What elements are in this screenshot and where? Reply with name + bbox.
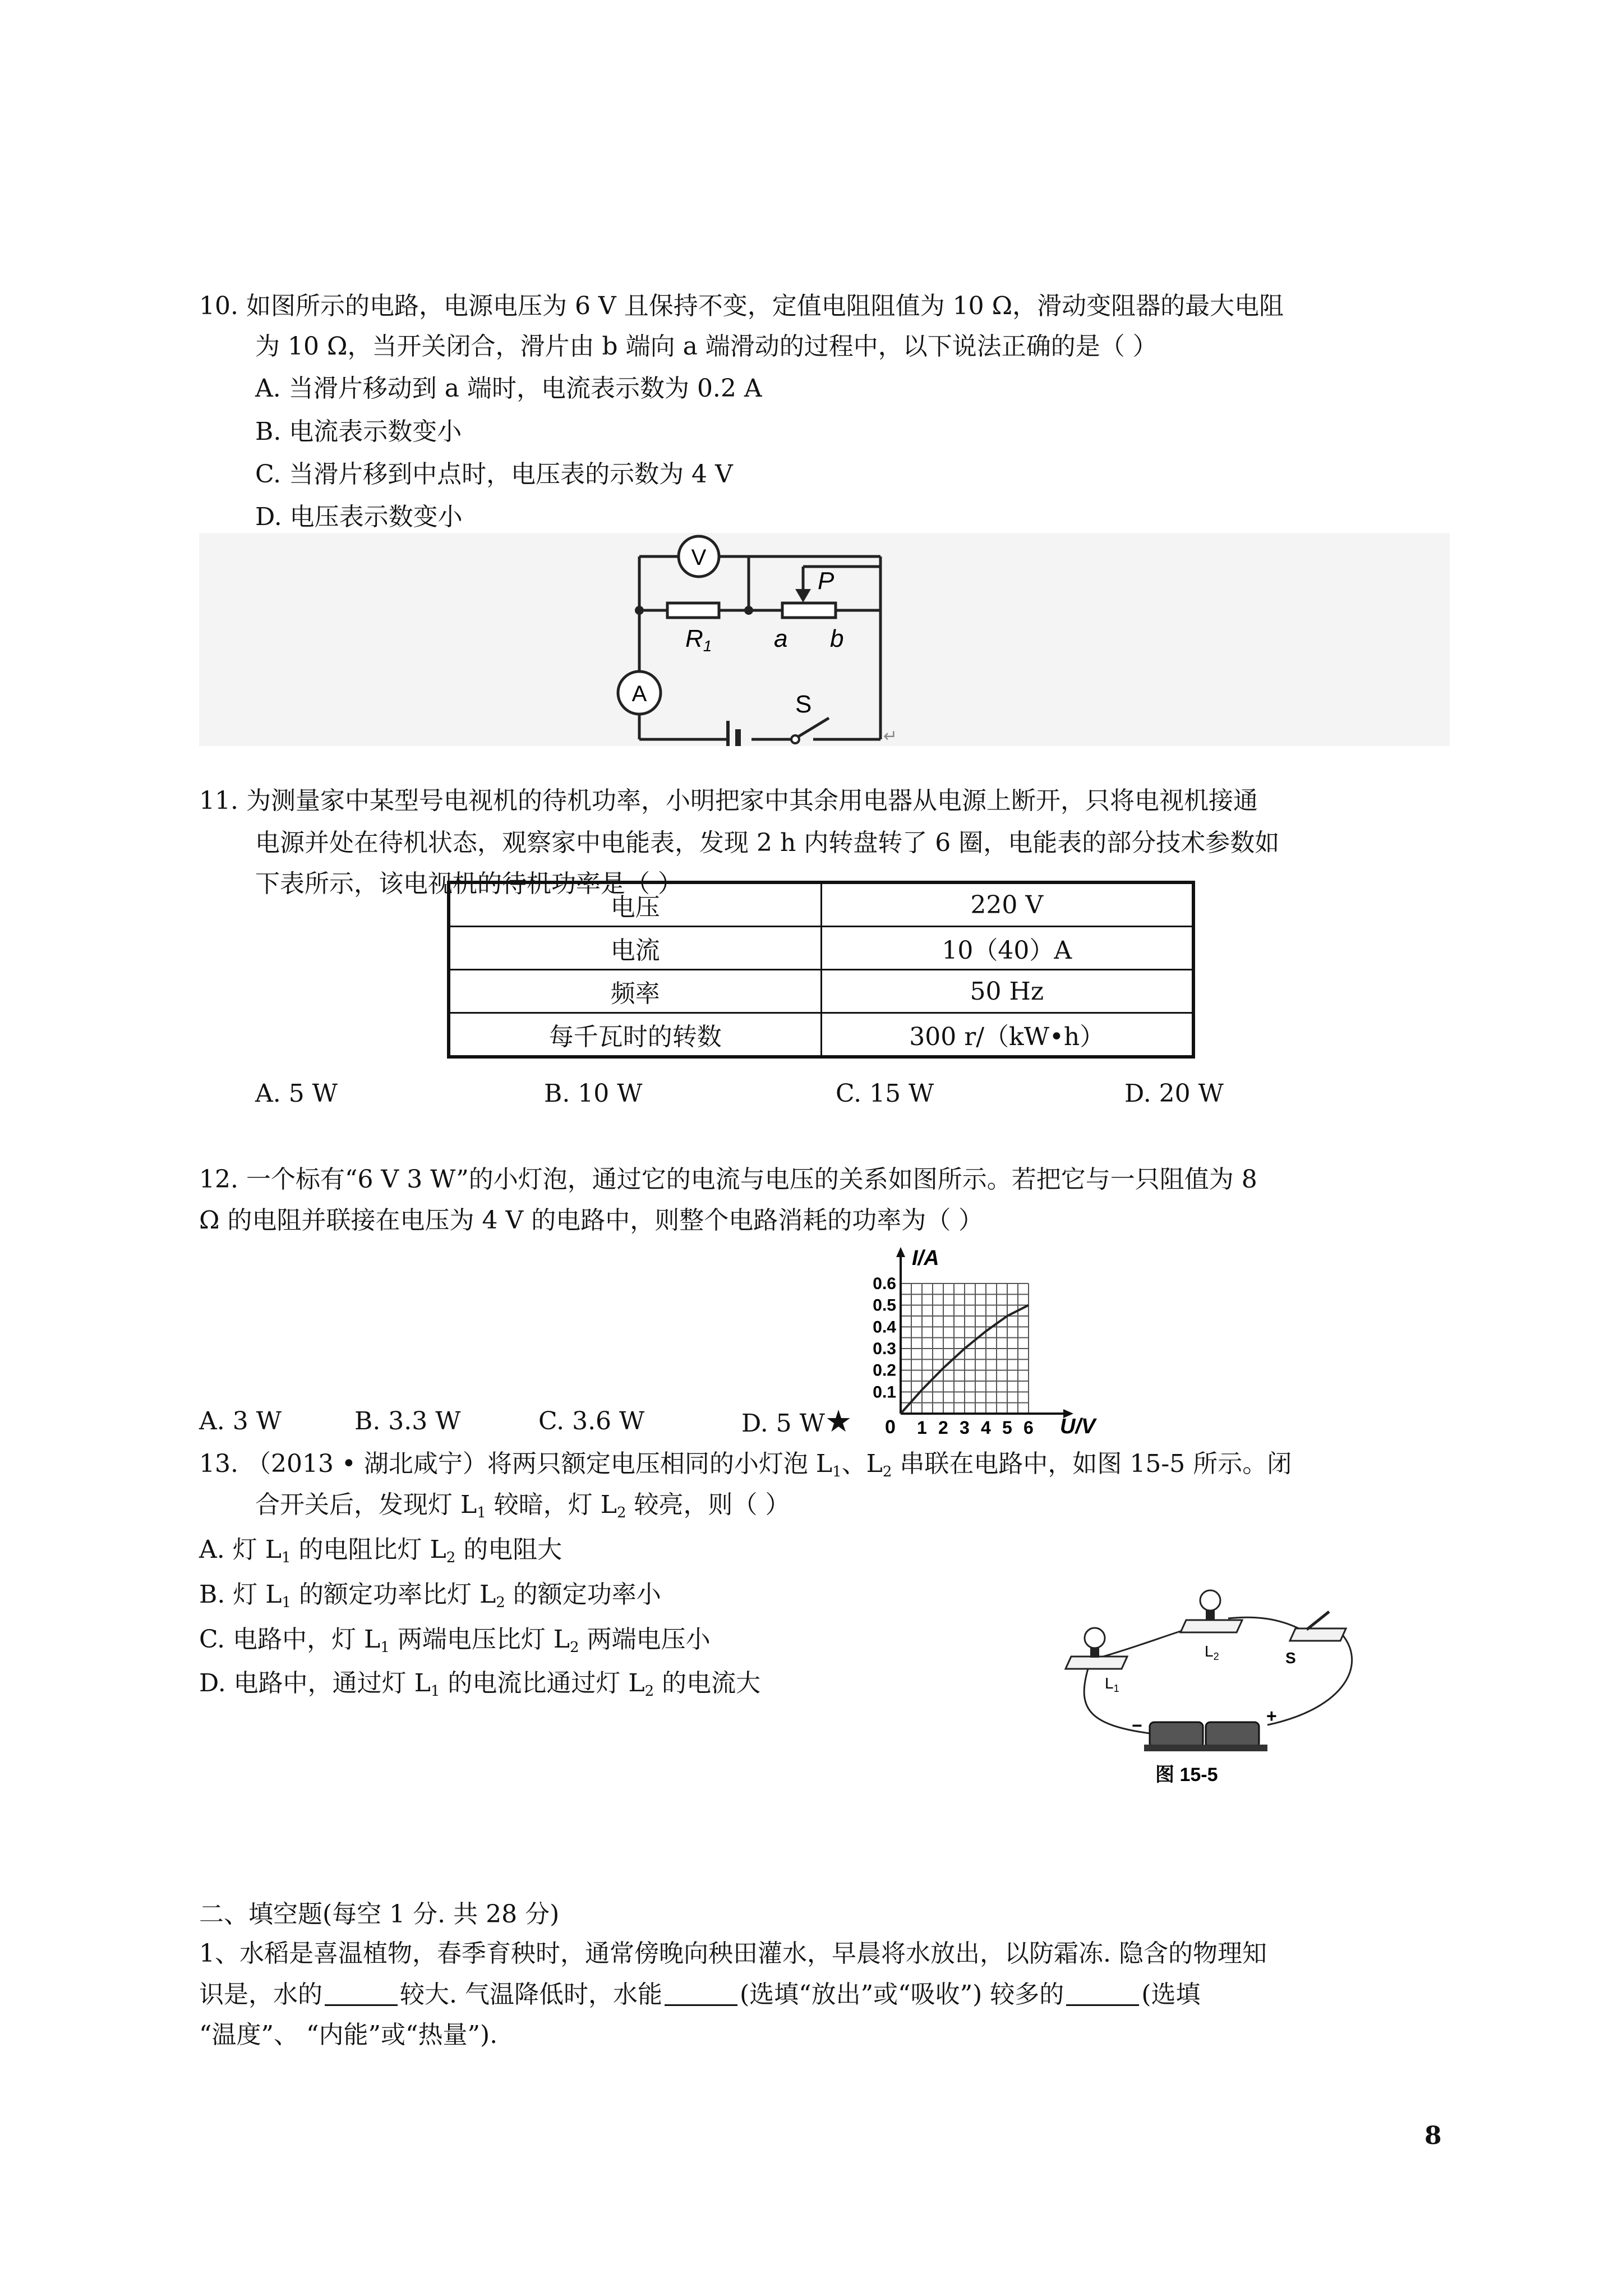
q12-option-b: B. 3.3 W: [354, 1407, 461, 1435]
y-axis-arrow: [896, 1247, 905, 1257]
meter-parameter-table: [447, 881, 1195, 1059]
answer-blank-2[interactable]: [665, 1982, 737, 2006]
q12-option-a: A. 3 W: [199, 1407, 282, 1435]
q11-option-c: C. 15 W: [836, 1079, 934, 1108]
svg-text:↵: ↵: [883, 727, 898, 746]
x-tick-label: 4: [981, 1418, 991, 1438]
resistor-r1-label: R1: [685, 625, 712, 655]
table-cell-label: 每千瓦时的转数: [449, 1013, 821, 1057]
q13-circuit-figure: [1054, 1585, 1368, 1787]
switch-board: [1290, 1628, 1346, 1641]
q11-option-a: A. 5 W: [255, 1079, 338, 1108]
terminal-a-label: a: [774, 625, 788, 652]
q11-option-b: B. 10 W: [544, 1079, 643, 1108]
origin-label: 0: [885, 1416, 896, 1438]
q11-stem-line3: 下表所示，该电视机的待机功率是（ ）: [255, 869, 683, 898]
q10-option-a: A. 当滑片移动到 a 端时，电流表示数为 0.2 A: [255, 374, 762, 403]
q12-iv-chart: [858, 1243, 1105, 1442]
q13-option-b: B. 灯 $L_1$ 的额定功率比灯 $L_2$ 的额定功率小: [199, 1580, 661, 1611]
table-cell-label: 电流: [449, 927, 821, 970]
x-tick-label: 5: [1002, 1418, 1012, 1438]
figure-caption: 图 15-5: [1155, 1764, 1218, 1786]
y-tick-label: 0.2: [873, 1361, 896, 1380]
battery-holder: [1144, 1745, 1267, 1751]
lamp-l1-label: $L_1$: [1105, 1674, 1119, 1694]
battery-plus-label: +: [1266, 1706, 1277, 1726]
q11-stem-line1: 11. 为测量家中某型号电视机的待机功率，小明把家中其余用电器从电源上断开，只将电视机接通: [199, 786, 1258, 815]
q11-stem-line2: 电源并处在待机状态，观察家中电能表，发现 2 h 内转盘转了 6 圈，电能表的部分技术参数如: [255, 829, 1280, 857]
y-tick-label: 0.6: [873, 1274, 896, 1293]
wire-switch-battery: [1267, 1632, 1352, 1725]
q10-option-b: B. 电流表示数变小: [255, 417, 462, 446]
battery-minus-label: −: [1132, 1715, 1142, 1736]
terminal-b-label: b: [830, 625, 844, 652]
q12-option-d: [741, 1406, 852, 1439]
x-axis-label: U/V: [1060, 1415, 1096, 1438]
x-tick-label: 1: [917, 1418, 927, 1438]
lamp-l1-board: [1066, 1657, 1127, 1669]
answer-blank-1[interactable]: [325, 1982, 398, 2006]
lamp-l2-label: $L_2$: [1205, 1642, 1219, 1662]
x-tick-label: 2: [938, 1418, 948, 1438]
switch-label: S: [1285, 1649, 1296, 1667]
fill-q1-line2: 识是，水的 较大. 气温降低时，水能 (选填“放出”或“吸收”) 较多的 (选填: [199, 1980, 1201, 2009]
q13-stem-line1: 13. （2013 • 湖北咸宁）将两只额定电压相同的小灯泡 $L_1$、$L_2$ 串联在电路中，如图 15-5 所示。闭: [199, 1450, 1292, 1480]
table-cell-value: 50 Hz: [821, 970, 1193, 1013]
switch-label: S: [795, 691, 812, 718]
voltmeter-label: V: [691, 545, 707, 570]
resistor-r1-symbol: [667, 603, 719, 618]
table-row: [449, 882, 1193, 927]
q13-option-a: A. 灯 $L_1$ 的电阻比灯 $L_2$ 的电阻大: [199, 1535, 562, 1566]
q12-option-d-text: D. 5 W: [741, 1409, 825, 1438]
table-cell-value: 300 r/（kW•h）: [821, 1013, 1193, 1057]
table-row: [449, 1013, 1193, 1057]
y-axis-label: I/A: [912, 1246, 939, 1270]
y-tick-label: 0.4: [873, 1318, 896, 1337]
lamp-l2-board: [1181, 1620, 1242, 1632]
q11-option-d: D. 20 W: [1124, 1079, 1224, 1108]
q10-stem-line1: 10. 如图所示的电路，电源电压为 6 V 且保持不变，定值电阻阻值为 10 Ω，滑动变阻器的最大电阻: [199, 292, 1284, 320]
q12-stem-line1: 12. 一个标有“6 V 3 W”的小灯泡，通过它的电流与电压的关系如图所示。若把它与一只阻值为 8: [199, 1165, 1257, 1194]
q10-circuit-diagram: [0, 533, 1623, 746]
y-tick-label: 0.1: [873, 1383, 896, 1402]
q13-option-d: D. 电路中，通过灯 $L_1$ 的电流比通过灯 $L_2$ 的电流大: [199, 1669, 761, 1700]
q12-stem-line2: Ω 的电阻并联接在电压为 4 V 的电路中，则整个电路消耗的功率为（ ）: [199, 1206, 984, 1235]
y-tick-label: 0.3: [873, 1340, 896, 1358]
table-cell-value: 10（40）A: [821, 927, 1193, 970]
fill-q1-line3: “温度”、 “内能”或“热量”).: [199, 2021, 498, 2049]
table-cell-label: 电压: [449, 882, 821, 927]
bulb-icon: [1085, 1628, 1105, 1648]
q10-option-d: D. 电压表示数变小: [255, 503, 463, 531]
switch-lever: [1307, 1612, 1329, 1630]
table-cell-value: 220 V: [821, 882, 1193, 927]
battery-cell: [1150, 1722, 1203, 1747]
battery-cell: [1206, 1722, 1259, 1747]
x-tick-label: 6: [1023, 1418, 1034, 1438]
q13-option-c: C. 电路中，灯 $L_1$ 两端电压比灯 $L_2$ 两端电压小: [199, 1625, 711, 1656]
q10-option-c: C. 当滑片移到中点时，电压表的示数为 4 V: [255, 460, 733, 489]
answer-blank-3[interactable]: [1066, 1982, 1139, 2006]
table-row: [449, 927, 1193, 970]
q12-option-c: C. 3.6 W: [538, 1407, 645, 1435]
q13-stem-line2: 合开关后，发现灯 $L_1$ 较暗，灯 $L_2$ 较亮，则（ ）: [255, 1490, 790, 1521]
x-tick-label: 3: [960, 1418, 970, 1438]
rheostat-symbol: [782, 603, 836, 618]
slider-label: P: [818, 567, 834, 595]
bulb-icon: [1200, 1590, 1220, 1611]
ammeter-label: A: [631, 682, 647, 706]
table-row: [449, 970, 1193, 1013]
q10-stem-line2: 为 10 Ω，当开关闭合，滑片由 b 端向 a 端滑动的过程中，以下说法正确的是（ ）: [255, 332, 1158, 361]
y-tick-label: 0.5: [873, 1296, 896, 1315]
section2-heading: 二、填空题(每空 1 分. 共 28 分): [199, 1900, 560, 1929]
circuit-background: [199, 533, 1450, 746]
fill-q1-line1: 1、水稻是喜温植物，春季育秧时，通常傍晚向秧田灌水，早晨将水放出，以防霜冻. 隐含的物理知: [199, 1939, 1267, 1968]
star-icon: ★: [824, 1404, 852, 1439]
page-number: 8: [1424, 2122, 1442, 2150]
table-cell-label: 频率: [449, 970, 821, 1013]
